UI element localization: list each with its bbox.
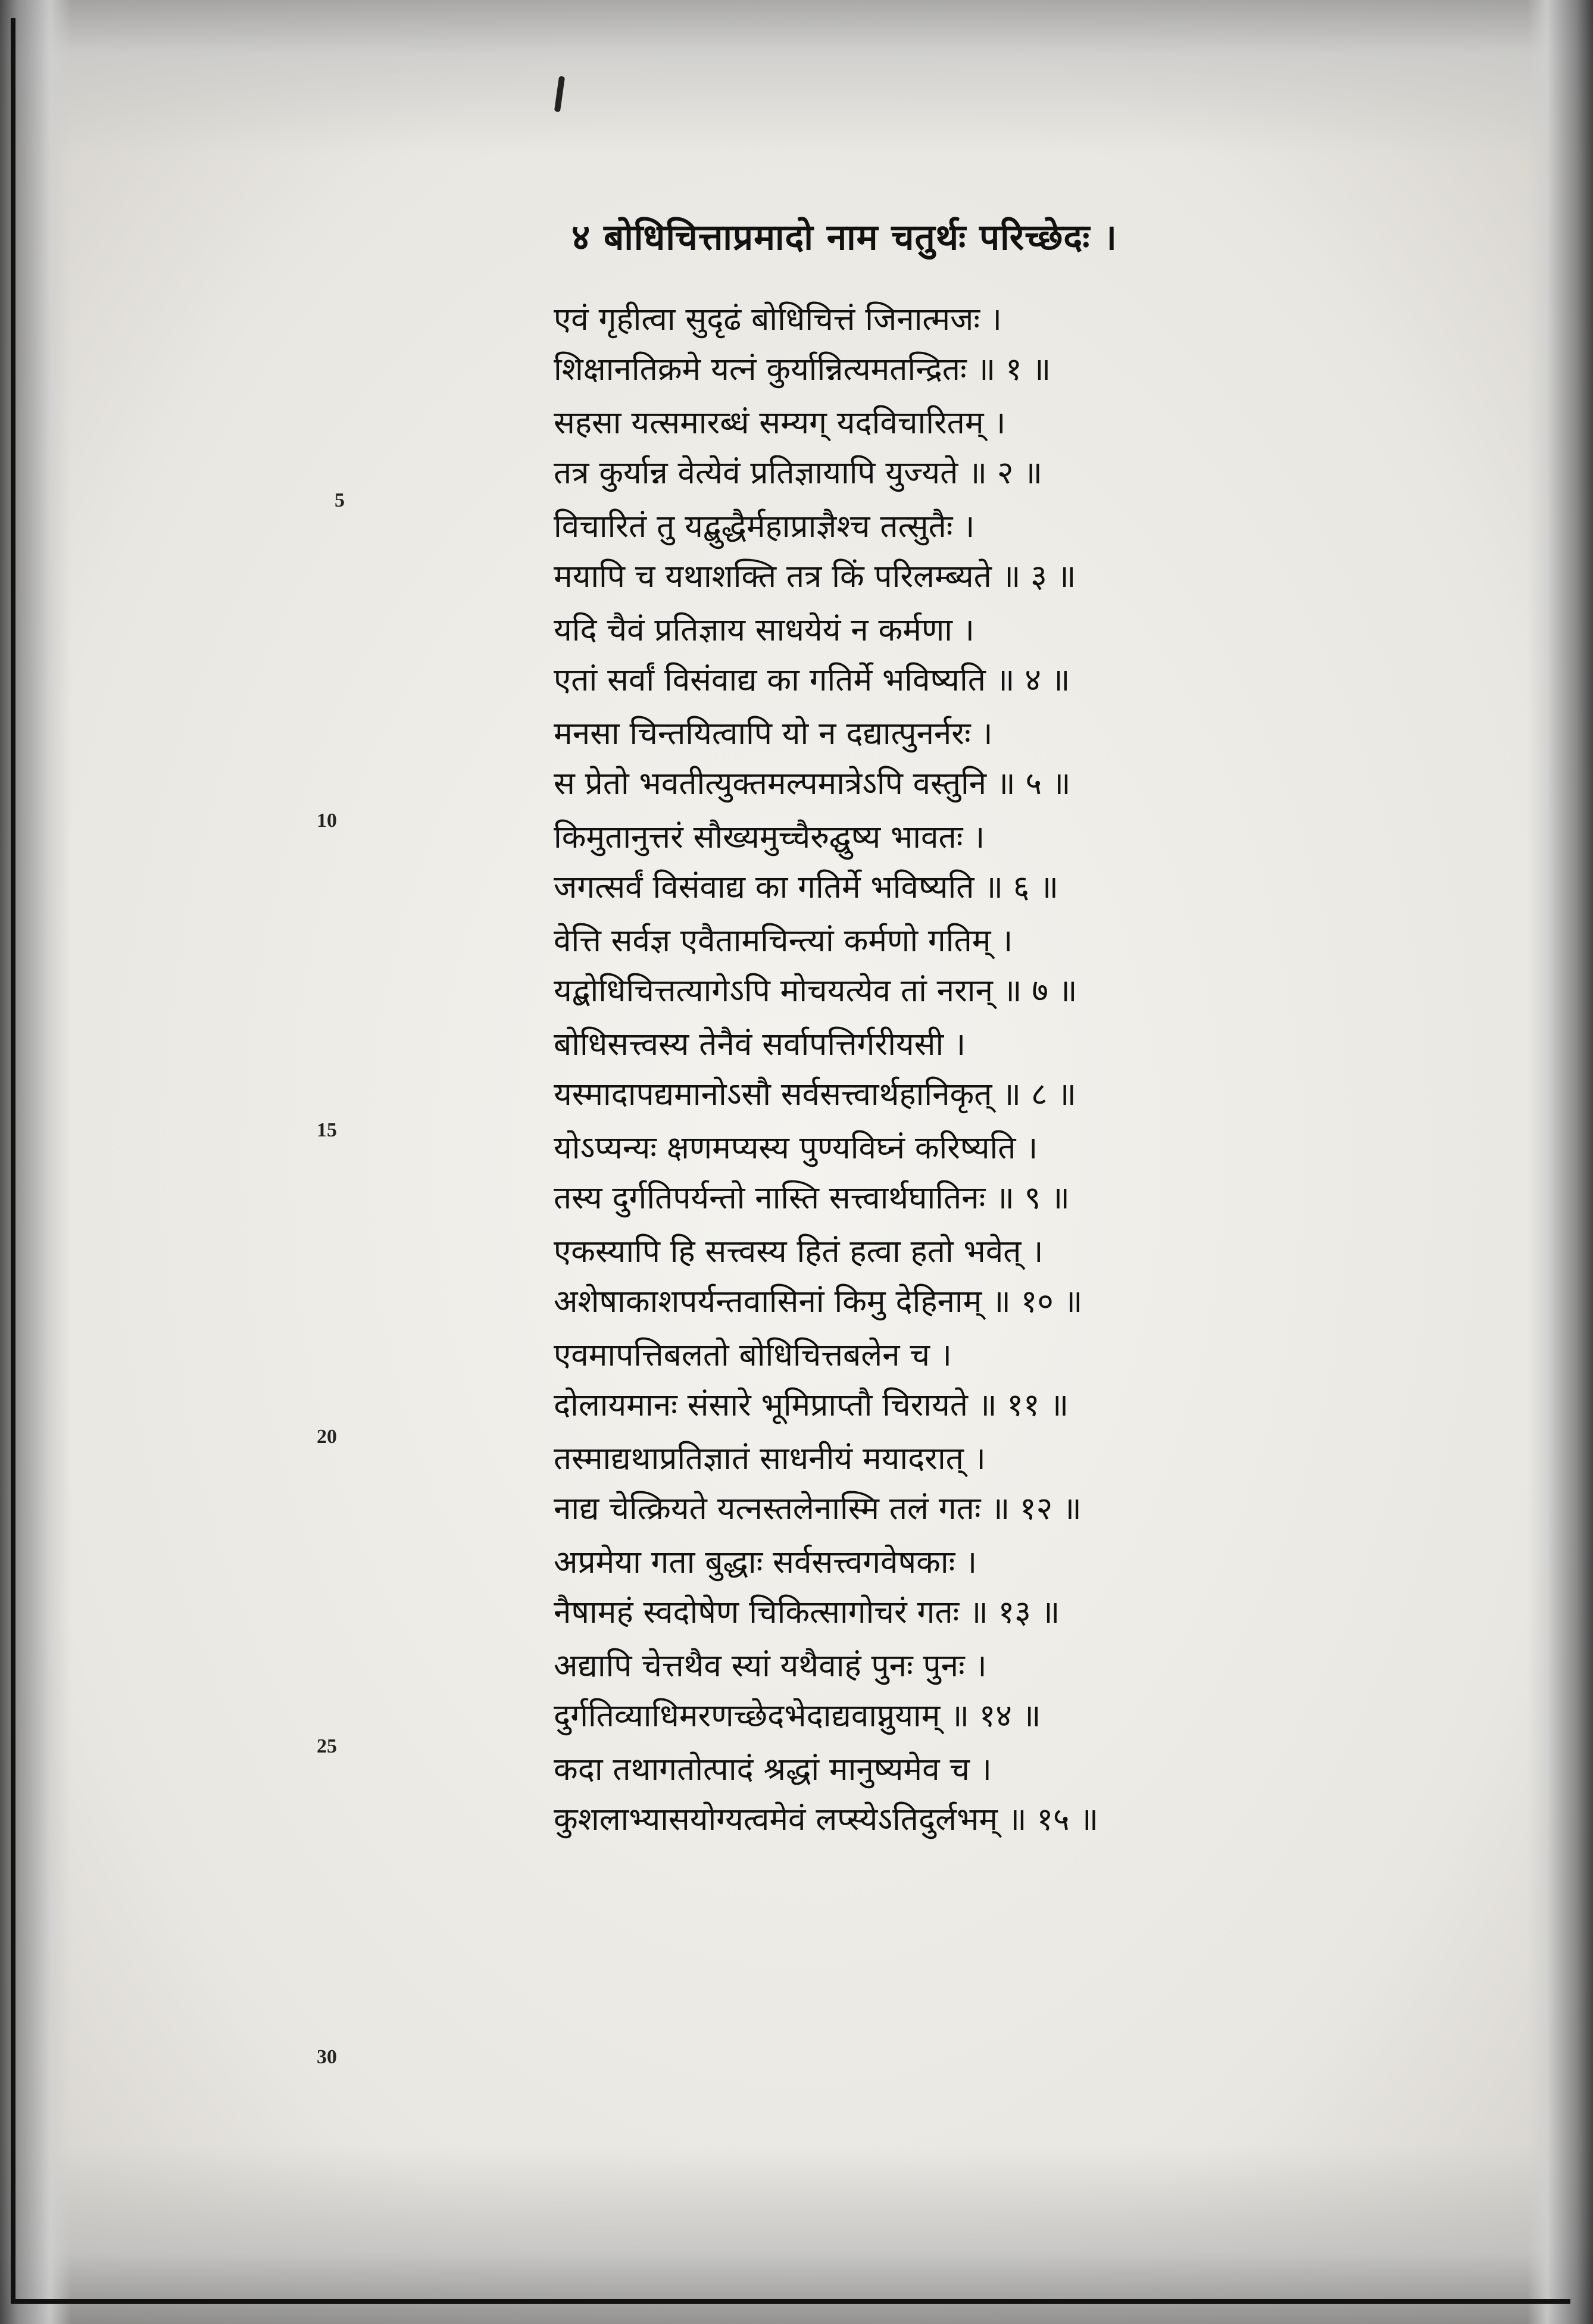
verse-9-line-1: योऽप्यन्यः क्षणमप्यस्य पुण्यविघ्नं करिष्यति । [554,1130,1038,1166]
page-border-left [11,18,15,2304]
verse-15-line-2: कुशलाभ्यासयोग्यत्वमेवं लप्स्येऽतिदुर्लभम् ॥ १५ ॥ [554,1801,1099,1838]
verse-14-line-2: दुर्गतिव्याधिमरणच्छेदभेदाद्यवाप्नुयाम् ॥ १४ ॥ [554,1698,1041,1734]
verse-13-line-1: अप्रमेया गता बुद्धाः सर्वसत्त्वगवेषकाः । [554,1544,977,1580]
verse-14-line-1: अद्यापि चेत्तथैव स्यां यथैवाहं पुनः पुनः । [554,1648,987,1684]
verse-8-line-2: यस्मादापद्यमानोऽसौ सर्वसत्त्वार्थहानिकृत् ॥ ८ ॥ [554,1076,1077,1113]
verse-7-line-2: यद्बोधिचित्तत्यागेऽपि मोचयत्येव तां नरान् ॥ ७ ॥ [554,973,1077,1009]
verse-15-line-1: कदा तथागतोत्पादं श्रद्धां मानुष्यमेव च । [554,1751,992,1788]
verse-11-line-2: दोलायमानः संसारे भूमिप्राप्तौ चिरायते ॥ ११ ॥ [554,1387,1069,1423]
verse-6-line-2: जगत्सर्वं विसंवाद्य का गतिर्मे भविष्यति ॥ ६ ॥ [554,869,1059,905]
verse-5-line-1: मनसा चिन्तयित्वापि यो न दद्यात्पुनर्नरः । [554,716,993,752]
verse-2-line-1: सहसा यत्समारब्धं सम्यग् यदविचारितम् । [554,405,1006,441]
page-border-bottom [11,2299,1570,2304]
line-number-30: 30 [317,2046,337,2068]
verse-10-line-1: एकस्यापि हि सत्त्वस्य हितं हत्वा हतो भवेत् । [554,1233,1044,1270]
line-number-10: 10 [317,810,337,832]
scan-shadow-top [0,0,1593,155]
verse-10-line-2: अशेषाकाशपर्यन्तवासिनां किमु देहिनाम् ॥ १० ॥ [554,1283,1083,1320]
line-number-15: 15 [317,1119,337,1141]
verse-2-line-2: तत्र कुर्यान्न वेत्येवं प्रतिज्ञायापि युज्यते ॥ २ ॥ [554,455,1042,491]
verse-5-line-2: स प्रेतो भवतीत्युक्तमल्पमात्रेऽपि वस्तुनि ॥ ५ ॥ [554,766,1071,802]
chapter-heading: ४ बोधिचित्ताप्रमादो नाम चतुर्थः परिच्छेदः । [571,217,1117,258]
verse-9-line-2: तस्य दुर्गतिपर्यन्तो नास्ति सत्त्वार्थघातिनः ॥ ९ ॥ [554,1180,1070,1216]
verse-3-line-2: मयापि च यथाशक्ति तत्र किं परिलम्ब्यते ॥ ३ ॥ [554,558,1076,595]
verse-4-line-2: एतां सर्वां विसंवाद्य का गतिर्मे भविष्यति ॥ ४ ॥ [554,662,1070,698]
line-number-25: 25 [317,1735,337,1757]
verse-1-line-2: शिक्षानतिक्रमे यत्नं कुर्यान्नित्यमतन्द्रितः ॥ १ ॥ [554,351,1051,388]
scan-shadow-bottom [0,2145,1593,2324]
verse-8-line-1: बोधिसत्त्वस्य तेनैवं सर्वापत्तिर्गरीयसी । [554,1026,966,1063]
verse-1-line-1: एवं गृहीत्वा सुदृढं बोधिचित्तं जिनात्मजः । [554,301,1002,338]
verse-block [554,295,1280,1845]
verse-6-line-1: किमुतानुत्तरं सौख्यमुच्चैरुद्घुष्य भावतः । [554,819,985,855]
scan-shadow-right [1528,0,1593,2324]
verse-12-line-2: नाद्य चेत्क्रियते यत्नस्तलेनास्मि तलं गतः ॥ १२ ॥ [554,1491,1082,1527]
verse-12-line-1: तस्माद्यथाप्रतिज्ञातं साधनीयं मयादरात् । [554,1441,986,1477]
verse-3-line-1: विचारितं तु यद्बुद्धैर्महाप्राज्ञैश्च तत्सुतैः । [554,508,975,545]
verse-13-line-2: नैषामहं स्वदोषेण चिकित्सागोचरं गतः ॥ १३ ॥ [554,1594,1060,1630]
line-number-20: 20 [317,1426,337,1448]
verse-4-line-1: यदि चैवं प्रतिज्ञाय साधयेयं न कर्मणा । [554,612,974,648]
line-number-5: 5 [335,489,345,511]
verse-7-line-1: वेत्ति सर्वज्ञ एवैतामचिन्त्यां कर्मणो गतिम् । [554,923,1013,959]
verse-11-line-1: एवमापत्तिबलतो बोधिचित्तबलेन च । [554,1337,952,1373]
